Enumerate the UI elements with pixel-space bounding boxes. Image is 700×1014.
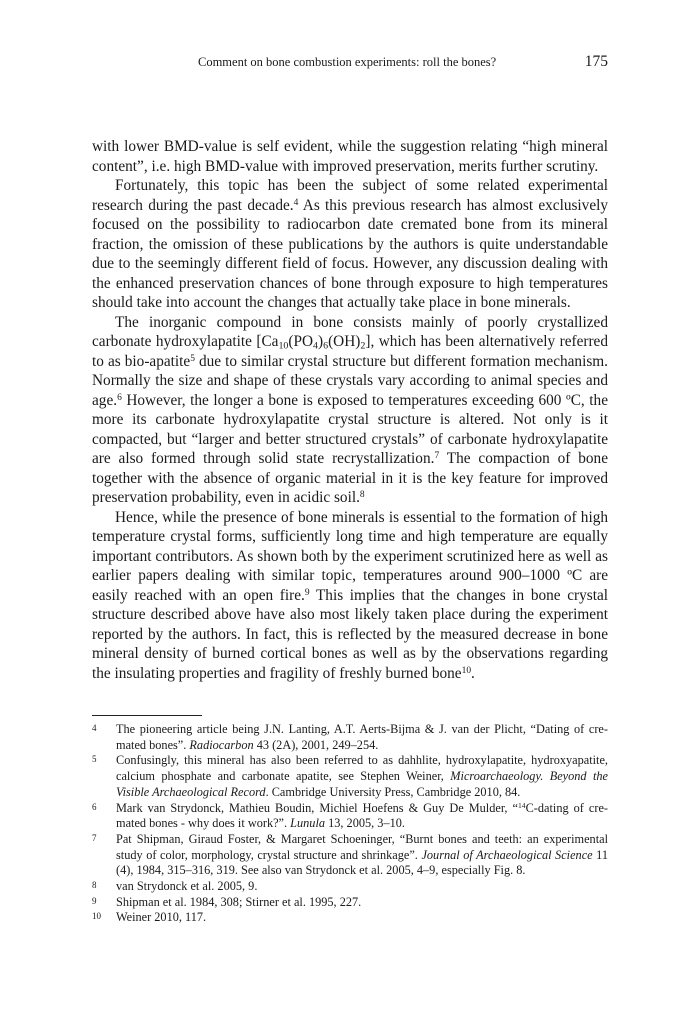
footnote-number: 4: [92, 723, 97, 733]
footnote-ref-6[interactable]: 6: [117, 392, 122, 403]
footnote-text: Lunula: [290, 816, 326, 831]
footnote-6: [92, 801, 608, 832]
footnote-ref-5[interactable]: 5: [190, 353, 195, 364]
footnote-ref-4[interactable]: 4: [293, 197, 299, 208]
footnote-ref-10[interactable]: 10: [461, 665, 472, 676]
running-title: Comment on bone combustion experiments: roll the bones?: [198, 55, 497, 69]
footnote-text: Shipman et al. 1984, 308; Stirner et al. 1995, 227.: [116, 894, 362, 909]
footnote-text: Weiner 2010, 117.: [116, 910, 207, 925]
footnote-text: 11 (4), 1984, 315–316, 319. See also van Strydonck et al. 2005, 4–9, especially Fig. 8.: [116, 847, 609, 878]
footnote-number: 9: [92, 895, 97, 906]
footnote-ref-8[interactable]: 8: [359, 489, 365, 500]
footnote-text: Radiocarbon: [189, 737, 254, 752]
footnotes: [92, 722, 608, 926]
page-header: [92, 53, 608, 73]
footnote-text: van Strydonck et al. 2005, 9.: [116, 879, 258, 894]
paragraph-2: Fortunately, this topic has been the subject of some related experimental research during the past decade.$^4$ As this previous research has almost exclusively focused on the possibility to radiocarbon date cremated bone from its mineral fraction, the omission of these publications by the authors is quite understandable due to the seemingly different field of focus. However, any discussion dealing with the enhanced preservation chances of bone through exposure to high temperatures should take into account the changes that actually take place in bone minerals.: [92, 177, 609, 311]
footnote-number: 7: [92, 832, 97, 843]
footnote-7: [92, 832, 608, 879]
body-text: [92, 137, 608, 683]
footnote-number: 10: [92, 911, 101, 922]
footnote-text: C-dating of cre-mated bones - why does it work?”.: [116, 800, 609, 831]
footnote-text: Mark van Strydonck, Mathieu Boudin, Michiel Hoefens & Guy De Mulder, “: [116, 800, 518, 815]
footnote-text: The pioneering article being J.N. Lanting, A.T. Aerts-Bijma & J. van der Plicht, “Dating of cre-mated bones”.: [116, 722, 608, 752]
footnote-4: [92, 722, 608, 753]
page-number: 175: [584, 53, 608, 70]
footnote-text: . Cambridge University Press, Cambridge 2010, 84.: [265, 784, 521, 799]
paragraph-3: The inorganic compound in bone consists mainly of poorly crystallized carbonate hydroxylapatite $[Ca_{10}(PO_4)_6(OH)_2]$, which has been alternatively referred to as bio-apatite$^5$ due to similar crystal structure but different formation mechanism. Normally the size and shape of these crystals vary according to animal species and age.$^6$ However, the longer a bone is exposed to temperatures exceeding 600 ºC, the more its carbonate hydroxylapatite crystal structure is altered. Not only is it compacted, but “larger and better structured crystals” of carbonate hydroxylapatite are also formed through solid state recrystallization.$^7$ The compaction of bone together with the absence of organic material in it is the key feature for improved preservation probability, even in acidic soil.$^8$: [92, 313, 608, 506]
paragraph-4: Hence, while the presence of bone minerals is essential to the formation of high temperature crystal forms, sufficiently long time and high temperature are equally important contributors. As shown both by the experiment scrutinized here as well as earlier papers dealing with similar topic, temperatures around 900–1000 ºC are easily reached with an open fire.$^9$ This implies that the changes in bone crystal structure described above have also most likely taken place during the experiment reported by the authors. In fact, this is reflected by the measured decrease in bone mineral density of burned cortical bones as well as by the observations regarding the insulating properties and fragility of freshly burned bone$^{10}$.: [92, 508, 608, 682]
footnote-text: Journal of Archaeological Science: [421, 847, 593, 862]
footnote-ref-7[interactable]: 7: [434, 450, 440, 461]
footnote-10: [92, 910, 608, 926]
footnote-text: Pat Shipman, Giraud Foster, & Margaret Schoeninger, “Burnt bones and teeth: an experimental study of color, morphology, crystal structure and shrinkage”.: [116, 831, 608, 862]
footnote-text: Microarchaeology. Beyond the Visible Archaeological Record: [116, 769, 609, 799]
footnote-8: [92, 879, 608, 895]
footnote-text: Confusingly, this mineral has also been referred to as dahhlite, hydroxylapatite, hydroxyapatite, calcium phosphate and carbonate apatite, see Stephen Weiner,: [116, 753, 608, 784]
footnote-text: 14: [517, 800, 526, 810]
footnote-9: [92, 895, 608, 911]
footnote-text: 13, 2005, 3–10.: [325, 816, 405, 831]
footnote-number: 6: [92, 801, 97, 812]
footnote-5: [92, 753, 608, 800]
footnote-ref-9[interactable]: 9: [304, 587, 310, 598]
footnote-separator: [92, 715, 202, 716]
footnote-number: 8: [92, 880, 97, 891]
paragraph-1: with lower BMD-value is self evident, while the suggestion relating “high mineral content”, i.e. high BMD-value with improved preservation, merits further scrutiny.: [92, 138, 608, 175]
footnote-number: 5: [92, 754, 97, 765]
footnote-text: 43 (2A), 2001, 249–254.: [253, 737, 379, 752]
